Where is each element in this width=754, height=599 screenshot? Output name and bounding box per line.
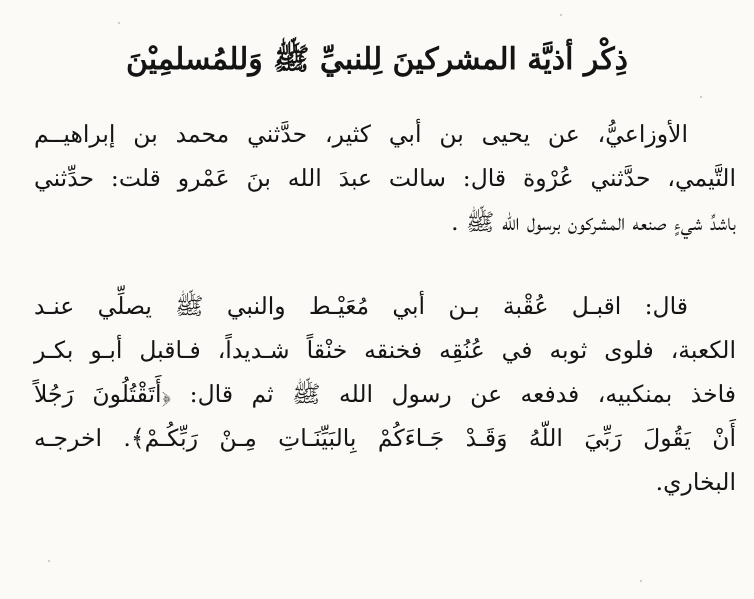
- text-line: فاخذ بمنكبيه، فدفعه عن رسول الله ﷺ ثم قال: ﴿أَتَقْتُلُونَ رَجُلاً: [34, 380, 736, 408]
- scan-speck: [48, 560, 50, 562]
- text-line: الكعبة، فلوى ثوبه في عُنُقِه فخنقه خنْقاً شـديداً، فـاقبل أبـو بكـر: [34, 336, 736, 364]
- scan-speck: [118, 22, 120, 24]
- text-line: أَنْ يَقُولَ رَبِّيَ اللّهُ وَقَـدْ جَـاءَكُمْ بِالبَيِّنَـاتِ مِـنْ رَبِّكُـمْ﴾. اخرجـه: [34, 424, 736, 452]
- scan-speck: [560, 14, 562, 16]
- section-title: ذِكْر أذيَّة المشركينَ لِلنبيِّ ﷺ وَللمُسلمِيْنَ: [125, 42, 629, 77]
- text-line: التَّيمي، حدَّثني عُرْوة قال: سالت عبدَ الله بنَ عَمْرو قلت: حدِّثني: [34, 164, 736, 192]
- paragraph-narration: [34, 284, 736, 504]
- text-line: باشدِّ شيءٍ صنعه المشركون برسول الله ﷺ .: [451, 208, 736, 236]
- scan-speck: [700, 96, 702, 98]
- text-line: البخاري.: [655, 468, 736, 496]
- text-line: قال: اقبـل عُقْبة بـن أبي مُعَيْـط والنبي ﷺ يصلِّي عنـد: [34, 292, 688, 320]
- scan-speck: [640, 580, 642, 582]
- text-line: الأوزاعيُّ، عن يحيى بن أبي كثير، حدَّثني محمد بن إبراهيــم: [34, 120, 688, 148]
- paragraph-isnad: [34, 112, 736, 244]
